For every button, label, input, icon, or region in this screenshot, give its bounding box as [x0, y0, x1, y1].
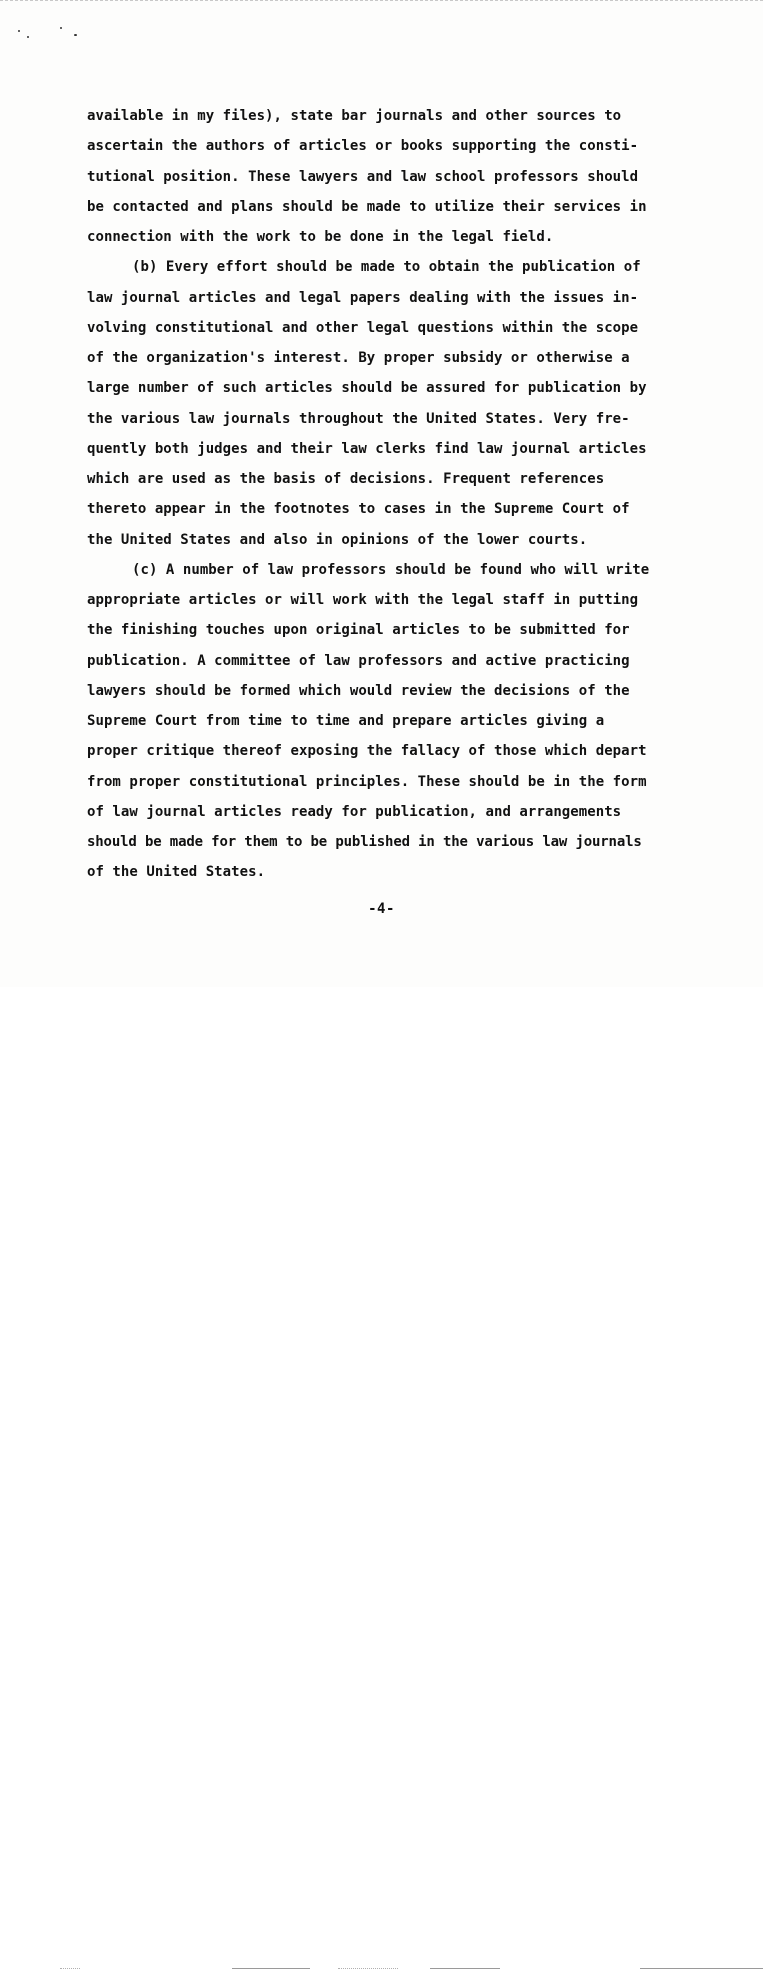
- text-line: of the organization's interest. By proper subsidy or otherwise a: [87, 350, 630, 366]
- text-line: ascertain the authors of articles or books supporting the consti-: [87, 138, 639, 155]
- scan-speck: [27, 36, 29, 38]
- text-line: the United States and also in opinions of the lower courts.: [87, 531, 588, 548]
- text-line: the various law journals throughout the United States. Very fre-: [87, 410, 630, 427]
- text-line: law journal articles and legal papers dealing with the issues in-: [87, 289, 639, 306]
- text-line: volving constitutional and other legal questions within the scope: [87, 319, 639, 336]
- text-line: proper critique thereof exposing the fallacy of those which depart: [87, 743, 647, 760]
- text-line: be contacted and plans should be made to utilize their services in: [87, 198, 647, 215]
- text-line: publication. A committee of law professors and active practicing: [87, 652, 630, 669]
- text-line: Supreme Court from time to time and prepare articles giving a: [87, 713, 605, 729]
- scan-speck: [74, 34, 77, 36]
- text-line: thereto appear in the footnotes to cases in the Supreme Court of: [87, 501, 630, 518]
- page-bottom-edge: [0, 983, 763, 987]
- text-line: from proper constitutional principles. These should be in the form: [87, 773, 647, 790]
- text-line: of law journal articles ready for publication, and arrangements: [87, 803, 622, 820]
- text-line: quently both judges and their law clerks find law journal articles: [87, 440, 647, 457]
- document-body: [87, 101, 687, 888]
- text-line: which are used as the basis of decisions. Frequent references: [87, 471, 605, 487]
- page-number: -4-: [368, 901, 395, 917]
- page-top-edge: [0, 0, 763, 5]
- text-line: available in my files), state bar journals and other sources to: [87, 108, 622, 124]
- paragraph-c-start: (c) A number of law professors should be found who will write: [132, 561, 650, 578]
- text-line: large number of such articles should be assured for publication by: [87, 380, 647, 397]
- text-line: of the United States.: [87, 864, 266, 881]
- paragraph-b-start: (b) Every effort should be made to obtain the publication of: [132, 259, 641, 276]
- text-line: connection with the work to be done in the legal field.: [87, 229, 554, 245]
- text-line: tutional position. These lawyers and law school professors should: [87, 168, 639, 185]
- text-line: appropriate articles or will work with the legal staff in putting: [87, 592, 639, 608]
- text-line: should be made for them to be published in the various law journals: [87, 834, 642, 850]
- scan-speck: [18, 30, 20, 32]
- text-line: the finishing touches upon original articles to be submitted for: [87, 622, 630, 639]
- scan-speck: [60, 27, 62, 29]
- text-line: lawyers should be formed which would review the decisions of the: [87, 682, 630, 699]
